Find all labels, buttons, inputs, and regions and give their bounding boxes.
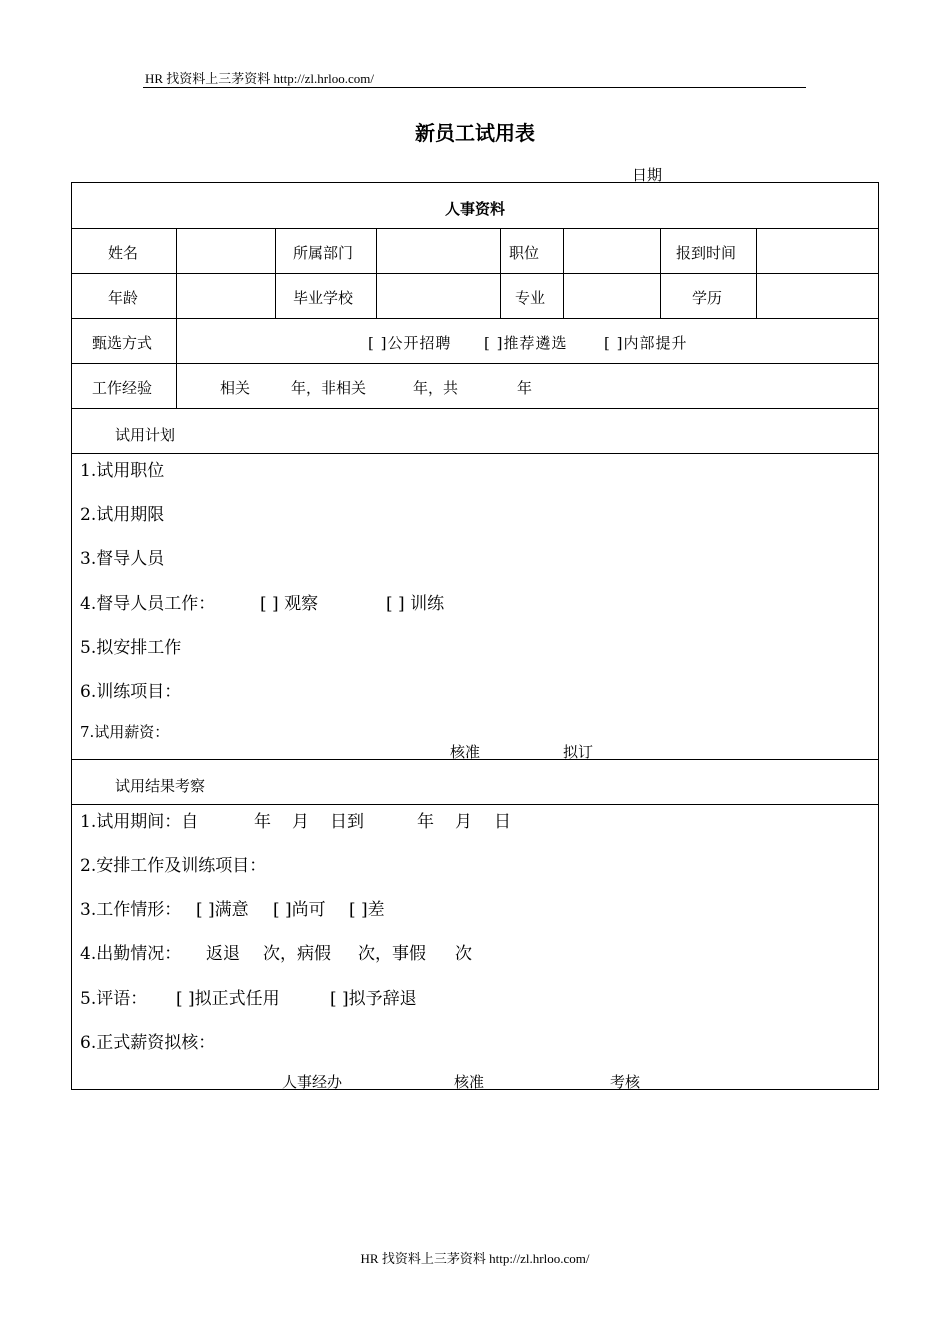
result-work-prefix: 3.工作情形： — [80, 900, 182, 920]
attendance-sick: 次，病假 — [263, 944, 331, 964]
result-comment-prefix: 5.评语： — [80, 989, 148, 1009]
section-title-personnel: 人事资料 — [444, 200, 505, 218]
attendance-late: 返退 — [206, 944, 240, 964]
row-divider — [71, 318, 878, 319]
result-period-month-2: 月 — [455, 812, 472, 832]
experience-related: 相关 — [220, 379, 251, 397]
selection-option-public[interactable]: [ ]公开招聘 — [368, 334, 452, 352]
plan-sign-approve: 核准 — [450, 743, 481, 761]
row-divider — [71, 408, 878, 409]
age-label: 年龄 — [108, 289, 139, 307]
page-title: 新员工试用表 — [415, 121, 535, 145]
header-rule — [143, 87, 806, 88]
result-period-year-1: 年 — [254, 812, 271, 832]
plan-item-supervisor-work: 4.督导人员工作： — [80, 594, 216, 614]
result-sign-review: 考核 — [610, 1073, 641, 1091]
plan-item-training: 6.训练项目： — [80, 682, 182, 702]
result-period-prefix: 1.试用期间：自 — [80, 812, 199, 832]
experience-total: 年，共 — [413, 379, 459, 397]
supervisor-option-observe[interactable]: [ ] 观察 — [260, 594, 319, 614]
experience-unrelated: 年，非相关 — [291, 379, 367, 397]
result-item-formal-salary: 6.正式薪资拟核： — [80, 1033, 216, 1053]
date-label: 日期 — [632, 166, 663, 184]
report-time-label: 报到时间 — [676, 244, 737, 262]
comment-option-hire[interactable]: [ ]拟正式任用 — [176, 989, 280, 1009]
column-divider — [563, 228, 564, 318]
page-header-text: HR 找资料上三茅资料 http://zl.hrloo.com/ — [145, 71, 374, 86]
plan-item-assigned-work: 5.拟安排工作 — [80, 638, 182, 658]
result-period-year-2: 年 — [417, 812, 434, 832]
result-sign-hr: 人事经办 — [282, 1073, 343, 1091]
row-divider — [71, 363, 878, 364]
education-label: 学历 — [692, 289, 723, 307]
column-divider — [376, 228, 377, 318]
column-divider — [275, 228, 276, 318]
result-item-work-training: 2.安排工作及训练项目： — [80, 856, 267, 876]
attendance-personal: 次，事假 — [358, 944, 426, 964]
name-label: 姓名 — [108, 244, 139, 262]
result-period-day-to: 日到 — [330, 812, 364, 832]
column-divider — [756, 228, 757, 318]
section-title-result: 试用结果考察 — [115, 777, 206, 795]
selection-label: 甄选方式 — [92, 334, 153, 352]
page-footer-text: HR 找资料上三茅资料 http://zl.hrloo.com/ — [360, 1251, 590, 1266]
major-label: 专业 — [515, 289, 546, 307]
work-option-satisfied[interactable]: [ ]满意 — [196, 900, 249, 920]
position-label: 职位 — [509, 244, 540, 262]
column-divider — [500, 228, 501, 318]
plan-item-supervisor: 3.督导人员 — [80, 549, 165, 569]
attendance-times: 次 — [455, 944, 472, 964]
row-divider — [71, 804, 878, 805]
selection-option-internal[interactable]: [ ]内部提升 — [604, 334, 688, 352]
result-period-month-1: 月 — [292, 812, 309, 832]
work-option-acceptable[interactable]: [ ]尚可 — [273, 900, 326, 920]
experience-year-unit: 年 — [517, 379, 533, 397]
experience-label: 工作经验 — [92, 379, 153, 397]
plan-item-salary: 7.试用薪资： — [80, 723, 170, 741]
selection-option-referral[interactable]: [ ]推荐遴选 — [484, 334, 568, 352]
column-divider — [660, 228, 661, 318]
supervisor-option-train[interactable]: [ ] 训练 — [386, 594, 445, 614]
work-option-poor[interactable]: [ ]差 — [349, 900, 385, 920]
school-label: 毕业学校 — [293, 289, 354, 307]
plan-sign-draft: 拟订 — [563, 743, 594, 761]
result-sign-approve: 核准 — [454, 1073, 485, 1091]
section-title-plan: 试用计划 — [115, 426, 176, 444]
row-divider — [71, 453, 878, 454]
plan-item-period: 2.试用期限 — [80, 505, 165, 525]
result-attendance-prefix: 4.出勤情况： — [80, 944, 182, 964]
result-period-day-2: 日 — [494, 812, 511, 832]
plan-item-position: 1.试用职位 — [80, 461, 165, 481]
department-label: 所属部门 — [293, 244, 354, 262]
comment-option-dismiss[interactable]: [ ]拟予辞退 — [330, 989, 417, 1009]
column-divider — [176, 228, 177, 408]
